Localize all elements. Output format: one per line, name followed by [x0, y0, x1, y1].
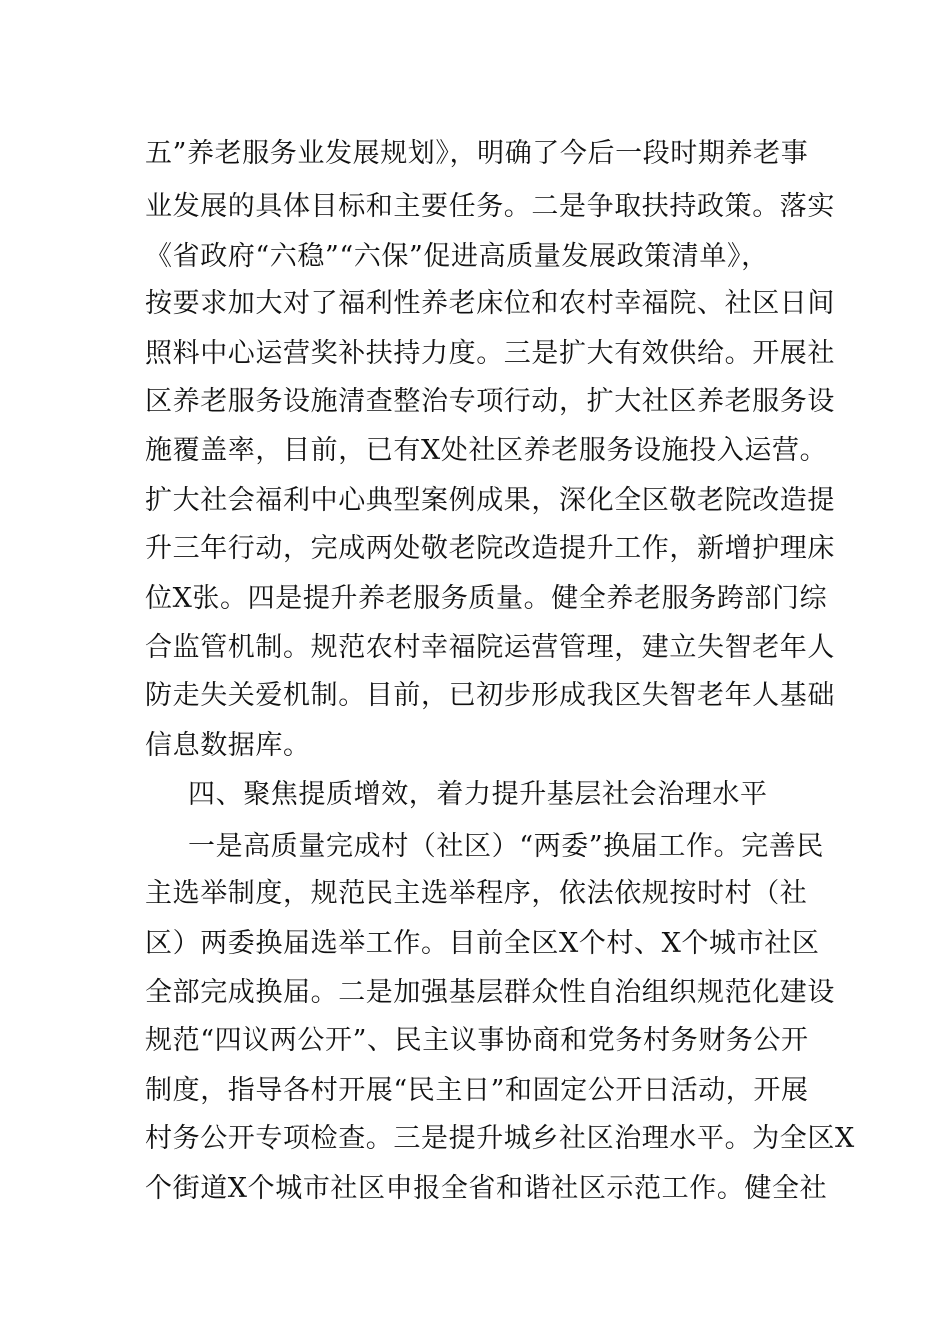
- text-line: 照料中心运营奖补扶持力度。三是扩大有效供给。开展社: [145, 338, 835, 369]
- text-line: 按要求加大对了福利性养老床位和农村幸福院、社区日间: [145, 288, 835, 319]
- text-line: 制度，指导各村开展“民主日”和固定公开日活动，开展: [145, 1075, 809, 1106]
- text-line: 一是高质量完成村（社区）“两委”换届工作。完善民: [188, 831, 825, 862]
- text-line: 五”养老服务业发展规划》，明确了今后一段时期养老事: [145, 138, 809, 169]
- text-line: 区）两委换届选举工作。目前全区X个村、X个城市社区: [145, 928, 820, 959]
- text-line: 位X张。四是提升养老服务质量。健全养老服务跨部门综: [145, 583, 828, 614]
- text-line: 主选举制度，规范民主选举程序，依法依规按时村（社: [145, 878, 808, 909]
- text-line: 全部完成换届。二是加强基层群众性自治组织规范化建设: [145, 977, 835, 1008]
- text-line: 村务公开专项检查。三是提升城乡社区治理水平。为全区X: [145, 1123, 855, 1154]
- text-line: 《省政府“六稳”“六保”促进高质量发展政策清单》，: [145, 241, 769, 272]
- text-line: 区养老服务设施清查整治专项行动，扩大社区养老服务设: [145, 386, 835, 417]
- text-line: 升三年行动，完成两处敬老院改造提升工作，新增护理床: [145, 533, 835, 564]
- text-line: 规范“四议两公开”、民主议事协商和党务村务财务公开: [145, 1025, 809, 1056]
- text-line: 信息数据库。: [145, 730, 311, 761]
- text-line: 施覆盖率，目前，已有X处社区养老服务设施投入运营。: [145, 435, 828, 466]
- text-line: 个街道X个城市社区申报全省和谐社区示范工作。健全社: [145, 1173, 828, 1204]
- section-heading: 四、聚焦提质增效，着力提升基层社会治理水平: [188, 779, 768, 810]
- text-line: 扩大社会福利中心典型案例成果，深化全区敬老院改造提: [145, 485, 835, 516]
- text-line: 防走失关爱机制。目前，已初步形成我区失智老年人基础: [145, 680, 835, 711]
- text-line: 业发展的具体目标和主要任务。二是争取扶持政策。落实: [145, 191, 835, 222]
- text-line: 合监管机制。规范农村幸福院运营管理，建立失智老年人: [145, 632, 835, 663]
